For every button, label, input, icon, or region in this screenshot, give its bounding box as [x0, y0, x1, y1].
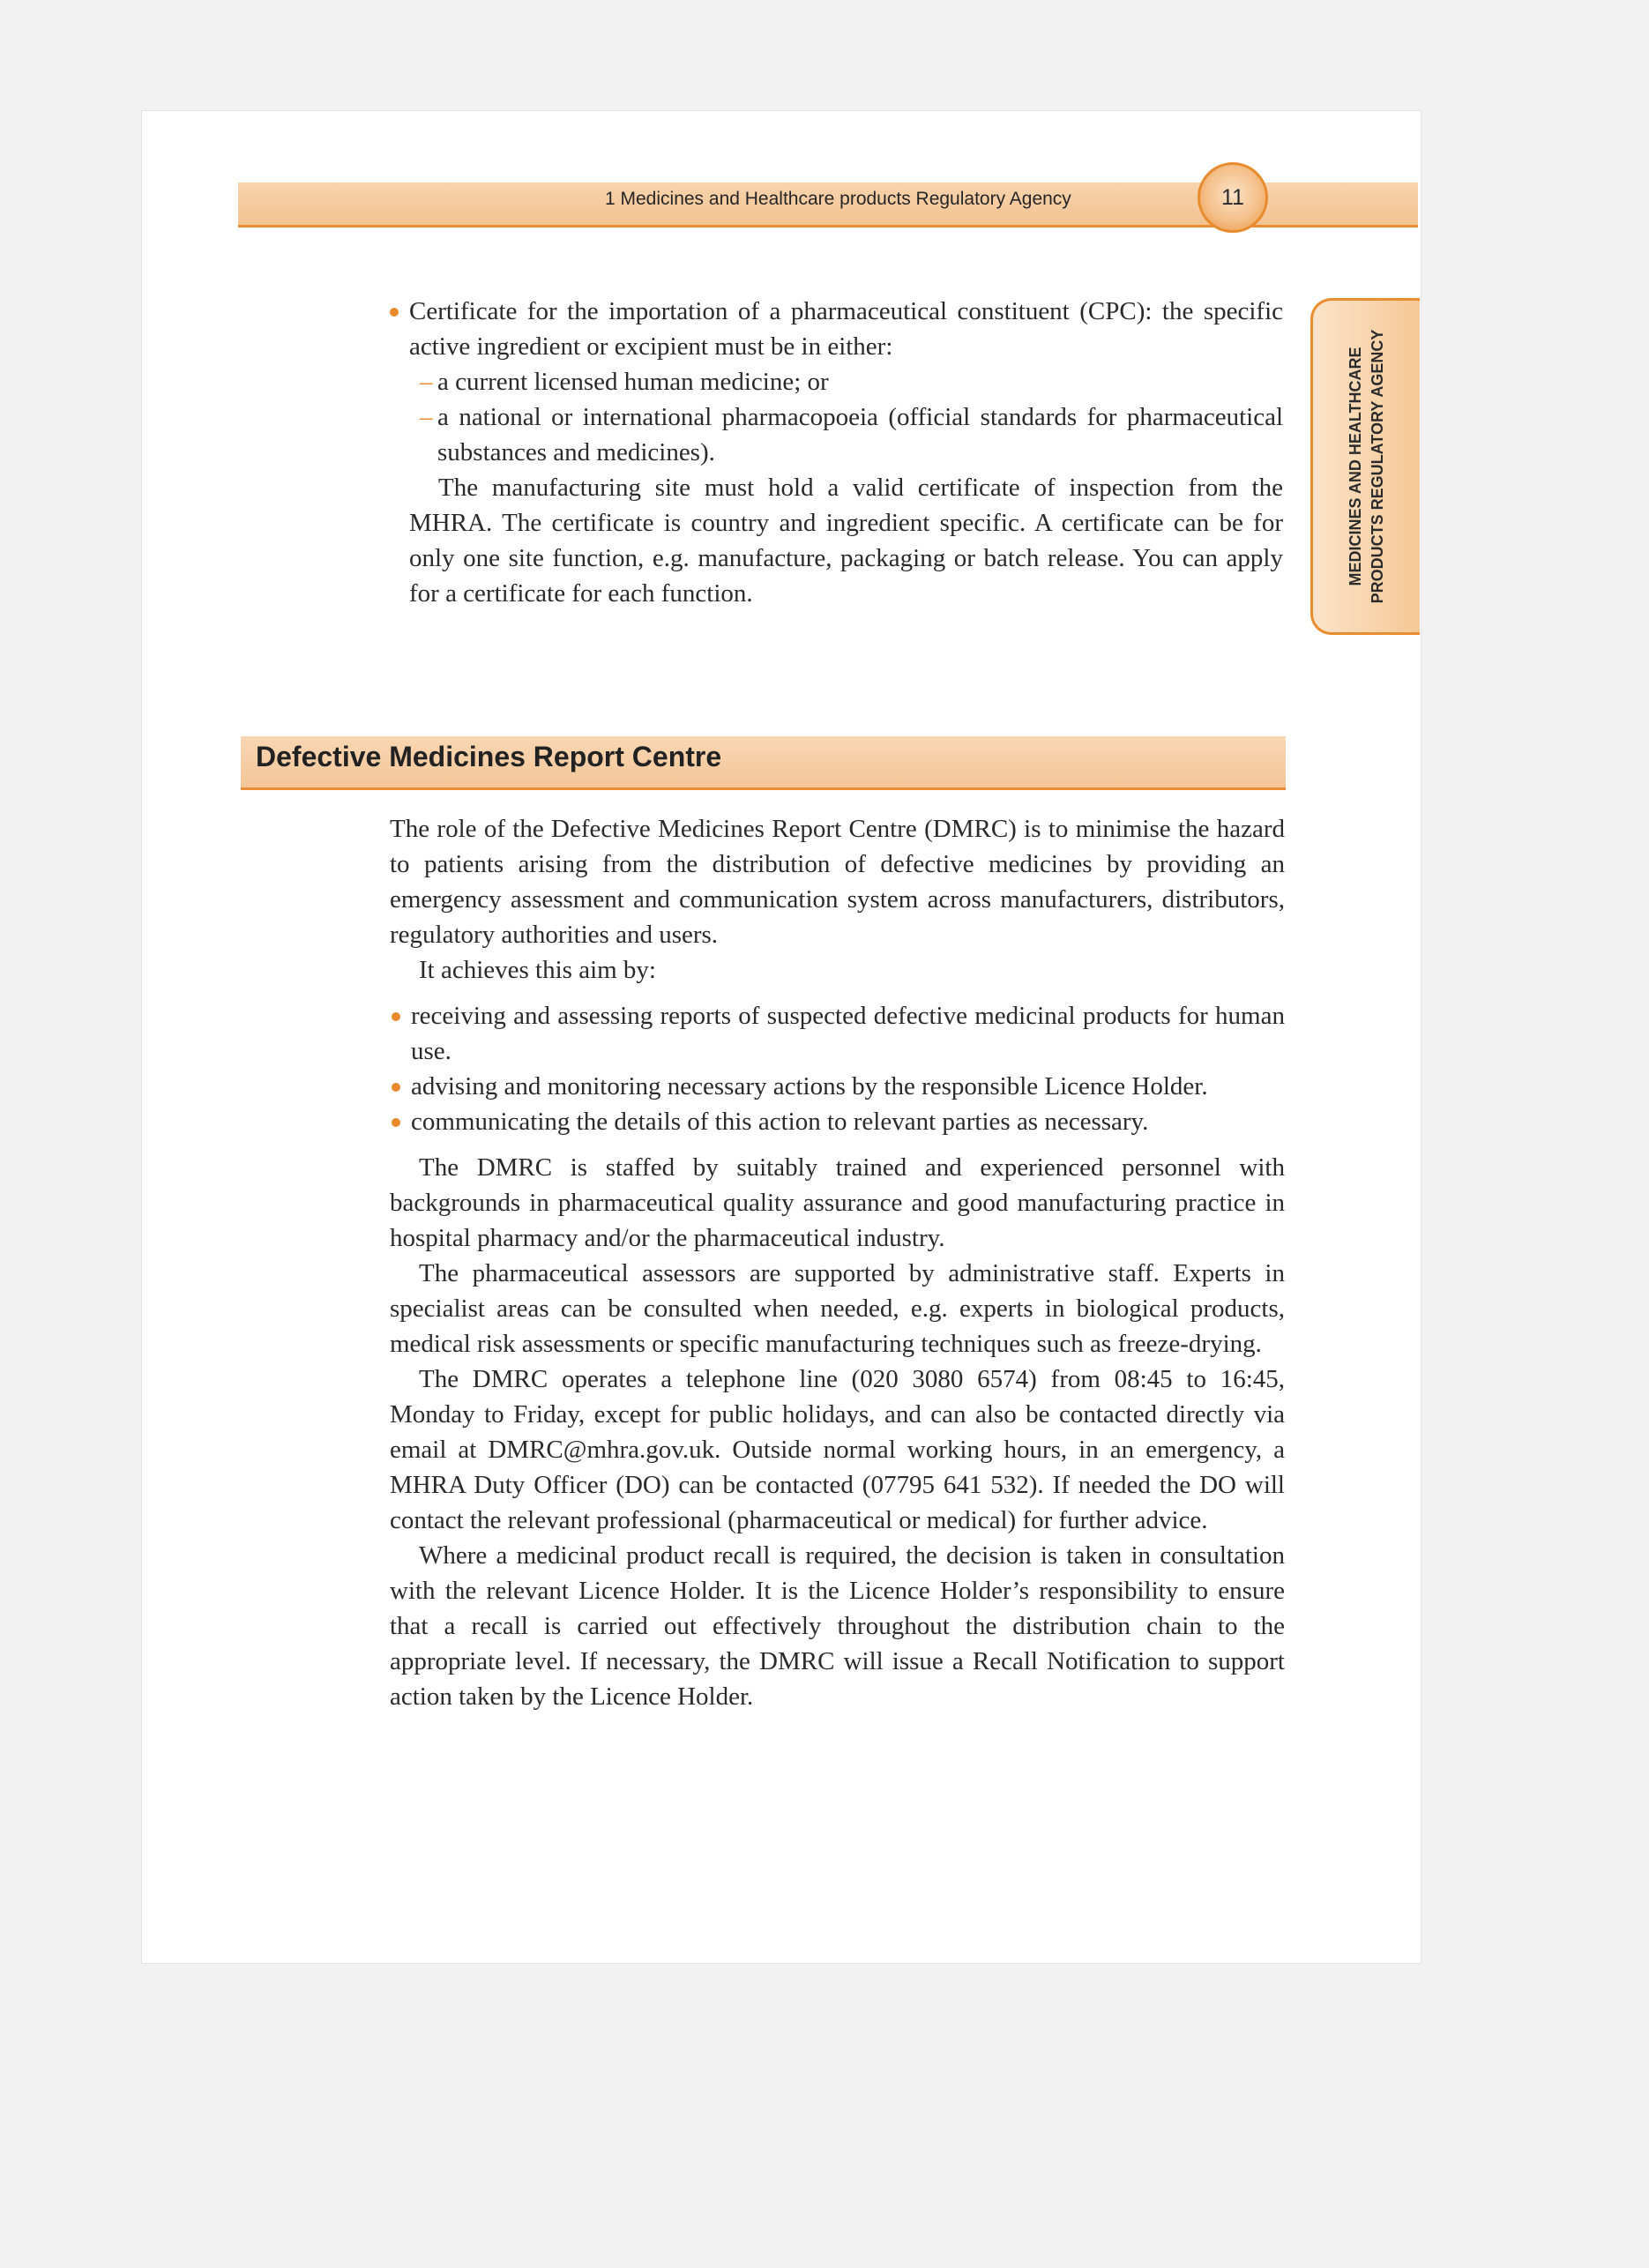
cpc-paragraph: The manufacturing site must hold a valid certificate of inspection from the MHRA. The certificate is country and ingredient specific. A certificate can be for only one site function, e.g. manufacture, packaging or batch release. You can apply for a certificate for each function.	[409, 474, 1283, 608]
dmrc-body	[390, 811, 1285, 1714]
dmrc-aim-item: advising and monitoring necessary actions by the responsible Licence Holder.	[390, 1069, 1285, 1104]
dmrc-paragraph: The DMRC is staffed by suitably trained and experienced personnel with backgrounds in pharmaceutical quality assurance and good manufacturing practice in hospital pharmacy and/or the pharmaceutical industry.	[390, 1153, 1285, 1252]
page-number: 11	[1221, 184, 1244, 210]
dmrc-paragraph: Where a medicinal product recall is required, the decision is taken in consultation with the relevant Licence Holder. It is the Licence Holder’s responsibility to ensure that a recall is carried out effectively throughout the distribution chain to the appropriate level. If necessary, the DMRC will issue a Recall Notification to support action taken by the Licence Holder.	[390, 1541, 1285, 1711]
section-title: Defective Medicines Report Centre	[256, 741, 722, 772]
cpc-sub-item: – a national or international pharmacopoeia (official standards for pharmaceutical substances and medicines).	[409, 399, 1283, 470]
side-tab-line-1: MEDICINES AND HEALTHCARE	[1346, 347, 1364, 586]
cpc-block	[388, 294, 1283, 611]
dmrc-paragraph: The DMRC operates a telephone line (020 3080 6574) from 08:45 to 16:45, Monday to Friday, except for public holidays, and can also be contacted directly via email at DMRC@mhra.gov.uk. Outside normal working hours, in an emergency, a MHRA Duty Officer (DO) can be contacted (07795 641 532). If needed the DO will contact the relevant professional (pharmaceutical or medical) for further advice.	[390, 1365, 1285, 1534]
cpc-sub-list	[388, 364, 1283, 470]
dmrc-intro-paragraph: The role of the Defective Medicines Report Centre (DMRC) is to minimise the hazard to patients arising from the distribution of defective medicines by providing an emergency assessment and communication system across manufacturers, distributors, regulatory authorities and users.	[390, 815, 1285, 949]
chapter-side-tab	[1310, 298, 1420, 635]
dmrc-aim-item: receiving and assessing reports of suspected defective medicinal products for human use.	[390, 998, 1285, 1069]
dmrc-aim-item: communicating the details of this action to relevant parties as necessary.	[390, 1104, 1285, 1139]
dmrc-aim-lead: It achieves this aim by:	[419, 956, 656, 984]
running-header-title: 1 Medicines and Healthcare products Regulatory Agency	[605, 189, 1071, 209]
side-tab-label	[1345, 330, 1389, 604]
page-number-badge	[1198, 162, 1268, 233]
dmrc-paragraph: The pharmaceutical assessors are supported by administrative staff. Experts in specialist areas can be consulted when needed, e.g. experts in biological products, medical risk assessments or specific manufacturing techniques such as freeze-drying.	[390, 1259, 1285, 1358]
side-tab-line-2: PRODUCTS REGULATORY AGENCY	[1368, 329, 1386, 604]
cpc-sub-item: – a current licensed human medicine; or	[409, 364, 1283, 399]
cpc-bullet: Certificate for the importation of a pharmaceutical constituent (CPC): the specific active ingredient or excipient must be in either:	[388, 294, 1283, 364]
